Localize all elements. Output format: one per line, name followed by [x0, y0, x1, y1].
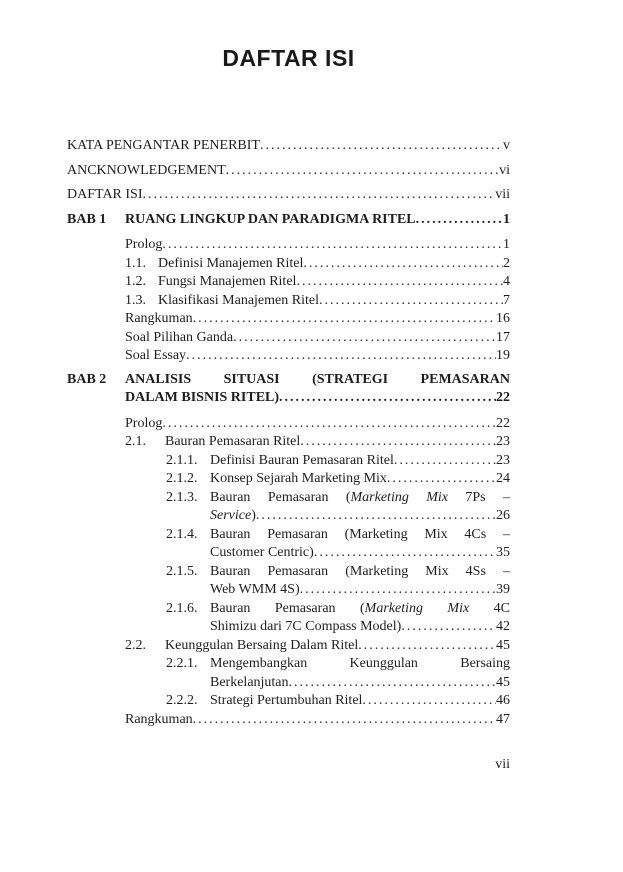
toc-entry	[67, 162, 510, 181]
toc-entry-label: Web WMM 4S)	[210, 582, 300, 597]
toc-entry-line2	[210, 581, 510, 600]
toc-entry	[67, 186, 510, 205]
toc-entry-label: Shimizu dari 7C Compass Model)	[210, 619, 402, 634]
toc-text-segment: 7Ps –	[448, 489, 511, 505]
dot-leader	[260, 137, 503, 156]
dot-leader	[319, 292, 503, 311]
toc-entry	[125, 526, 510, 563]
toc-entry-label	[210, 507, 256, 526]
toc-entry	[125, 637, 510, 656]
chapter-title-line	[125, 211, 510, 230]
toc-entry-body	[210, 489, 510, 526]
toc-entry-label: Prolog	[125, 237, 163, 252]
toc-entry-label: Definisi Bauran Pemasaran Ritel	[210, 452, 394, 468]
dot-leader	[143, 186, 496, 205]
toc-entry-label: Customer Centric)	[210, 545, 314, 560]
dot-leader	[233, 329, 496, 348]
toc-entry-page: 24	[496, 471, 510, 486]
toc-entry-label: Prolog	[125, 415, 163, 431]
toc-entry	[125, 711, 510, 730]
toc-entry	[125, 292, 510, 311]
toc-entry	[125, 600, 510, 637]
toc-text-segment: Bauran Pemasaran (	[210, 489, 351, 505]
dot-leader	[358, 637, 496, 656]
toc-entry-line1	[210, 489, 510, 508]
toc-entry	[67, 137, 510, 156]
toc-entry-page: 7	[503, 292, 510, 308]
toc-entry-number: 2.1.	[125, 434, 146, 449]
toc-entry-body	[210, 655, 510, 692]
chapter-title-line1: ANALISIS SITUASI (STRATEGI PEMASARAN	[125, 371, 510, 387]
toc-entry-label: Rangkuman	[125, 311, 193, 326]
toc-entry-label: Soal Essay	[125, 348, 187, 363]
toc-entry-page: 4	[503, 274, 510, 289]
toc-entry-label: Berkelanjutan	[210, 674, 289, 690]
toc-entry	[125, 347, 510, 366]
toc-entry-number: 2.2.2.	[166, 693, 198, 708]
toc-entry	[125, 470, 510, 489]
toc-entry-body	[210, 563, 510, 600]
toc-entry-number: 1.1.	[125, 255, 146, 271]
toc-entry	[125, 415, 510, 434]
chapter-title-block	[125, 371, 510, 408]
table-of-contents	[67, 137, 510, 729]
toc-entry-number: 2.1.1.	[166, 452, 198, 468]
toc-entry	[125, 452, 510, 471]
toc-text-segment: Bauran Pemasaran (	[210, 600, 365, 616]
toc-entry	[125, 433, 510, 452]
toc-entry-page: vii	[495, 187, 510, 202]
toc-entry	[125, 329, 510, 348]
toc-italic-text: Marketing Mix	[364, 600, 470, 616]
toc-entry-number: 2.1.2.	[166, 471, 198, 486]
dot-leader	[401, 618, 496, 637]
dot-leader	[394, 452, 496, 471]
dot-leader	[362, 692, 496, 711]
toc-entry-page: v	[503, 138, 510, 153]
toc-entry-page: 2	[503, 255, 510, 271]
toc-entry-page: 19	[496, 348, 510, 363]
dot-leader	[300, 581, 496, 600]
chapter-title-block	[125, 211, 510, 230]
chapter-number: BAB 2	[67, 371, 107, 387]
toc-entry-page: 22	[496, 415, 510, 431]
toc-entry	[125, 655, 510, 692]
dot-leader	[226, 162, 499, 181]
chapter-title-line2	[125, 389, 510, 408]
toc-entry-label: Definisi Manajemen Ritel	[158, 255, 304, 271]
toc-entry-page: 46	[496, 693, 510, 708]
chapter-entries	[125, 415, 510, 730]
toc-entry-number: 2.1.4.	[166, 526, 198, 542]
dot-leader	[256, 507, 496, 526]
toc-entry-body	[210, 526, 510, 563]
toc-entry-line1: Bauran Pemasaran (Marketing Mix 4Ss –	[210, 563, 510, 579]
toc-entry-page: 45	[496, 674, 510, 690]
toc-entry-number: 1.3.	[125, 292, 146, 308]
chapter-entries	[125, 236, 510, 366]
toc-entry-label: DAFTAR ISI	[67, 187, 143, 202]
toc-entry	[125, 273, 510, 292]
toc-text-segment: 4C	[469, 600, 510, 616]
page-title: DAFTAR ISI	[222, 45, 355, 71]
toc-entry-line2	[210, 618, 510, 637]
toc-entry-line2	[210, 674, 510, 693]
toc-entry-label: Keunggulan Bersaing Dalam Ritel	[165, 637, 359, 653]
toc-entry-page: 23	[496, 434, 510, 449]
dot-leader	[193, 310, 496, 329]
toc-entry-body	[210, 600, 510, 637]
dot-leader	[300, 433, 496, 452]
toc-entry-page: 45	[496, 637, 510, 653]
toc-italic-text: Service	[210, 508, 252, 523]
toc-entry-number: 2.1.5.	[166, 563, 198, 579]
dot-leader	[314, 544, 496, 563]
dot-leader	[186, 347, 496, 366]
chapter-page: 22	[496, 390, 510, 405]
toc-entry-label: Rangkuman	[125, 711, 193, 727]
dot-leader	[387, 470, 496, 489]
dot-leader	[416, 211, 503, 230]
toc-entry-line1	[210, 600, 510, 619]
dot-leader	[303, 255, 503, 274]
toc-entry-number: 2.1.6.	[166, 600, 198, 616]
dot-leader	[162, 236, 503, 255]
toc-entry-page: 26	[496, 508, 510, 523]
toc-italic-text: Marketing Mix	[350, 489, 448, 505]
dot-leader	[289, 674, 496, 693]
toc-entry-label: ANCKNOWLEDGEMENT	[67, 162, 226, 178]
chapter-title: RUANG LINGKUP DAN PARADIGMA RITEL	[125, 211, 416, 227]
dot-leader	[279, 389, 496, 408]
page-number: vii	[495, 757, 510, 772]
chapter-heading	[67, 211, 510, 230]
toc-entry-label: Klasifikasi Manajemen Ritel	[158, 292, 319, 308]
toc-entry-page: vi	[499, 162, 510, 178]
chapter-heading	[67, 371, 510, 408]
toc-entry-number: 2.2.	[125, 637, 146, 653]
toc-entry-line1: Mengembangkan Keunggulan Bersaing	[210, 656, 510, 671]
dot-leader	[296, 273, 503, 292]
page-content	[67, 0, 510, 729]
toc-entry	[125, 489, 510, 526]
toc-entry-label: Bauran Pemasaran Ritel	[165, 434, 301, 449]
toc-entry-page: 23	[496, 452, 510, 468]
toc-entry-line2	[210, 507, 510, 526]
toc-entry	[125, 692, 510, 711]
dot-leader	[193, 711, 496, 730]
toc-entry	[125, 310, 510, 329]
toc-entry-number: 2.1.3.	[166, 489, 198, 505]
chapter-title: DALAM BISNIS RITEL)	[125, 390, 280, 405]
toc-entry-label: Fungsi Manajemen Ritel	[158, 274, 297, 289]
toc-entry	[125, 236, 510, 255]
dot-leader	[162, 415, 496, 434]
toc-entry-label: KATA PENGANTAR PENERBIT	[67, 138, 260, 153]
toc-entry-page: 39	[496, 582, 510, 597]
chapter-page: 1	[503, 211, 510, 227]
toc-text-segment: )	[251, 508, 256, 523]
chapter-number: BAB 1	[67, 211, 107, 227]
toc-entry	[125, 563, 510, 600]
toc-entry	[125, 255, 510, 274]
toc-entry-page: 16	[496, 311, 510, 326]
toc-entry-page: 42	[496, 619, 510, 634]
toc-entry-number: 2.2.1.	[166, 656, 198, 671]
toc-entry-number: 1.2.	[125, 274, 146, 289]
toc-entry-line2	[210, 544, 510, 563]
toc-entry-label: Soal Pilihan Ganda	[125, 329, 234, 345]
toc-entry-page: 35	[496, 545, 510, 560]
toc-entry-line1: Bauran Pemasaran (Marketing Mix 4Cs –	[210, 526, 510, 542]
toc-entry-label: Konsep Sejarah Marketing Mix	[210, 471, 387, 486]
toc-entry-page: 17	[496, 329, 510, 345]
toc-entry-label: Strategi Pertumbuhan Ritel	[210, 693, 363, 708]
toc-entry-page: 1	[503, 237, 510, 252]
toc-entry-page: 47	[496, 711, 510, 727]
